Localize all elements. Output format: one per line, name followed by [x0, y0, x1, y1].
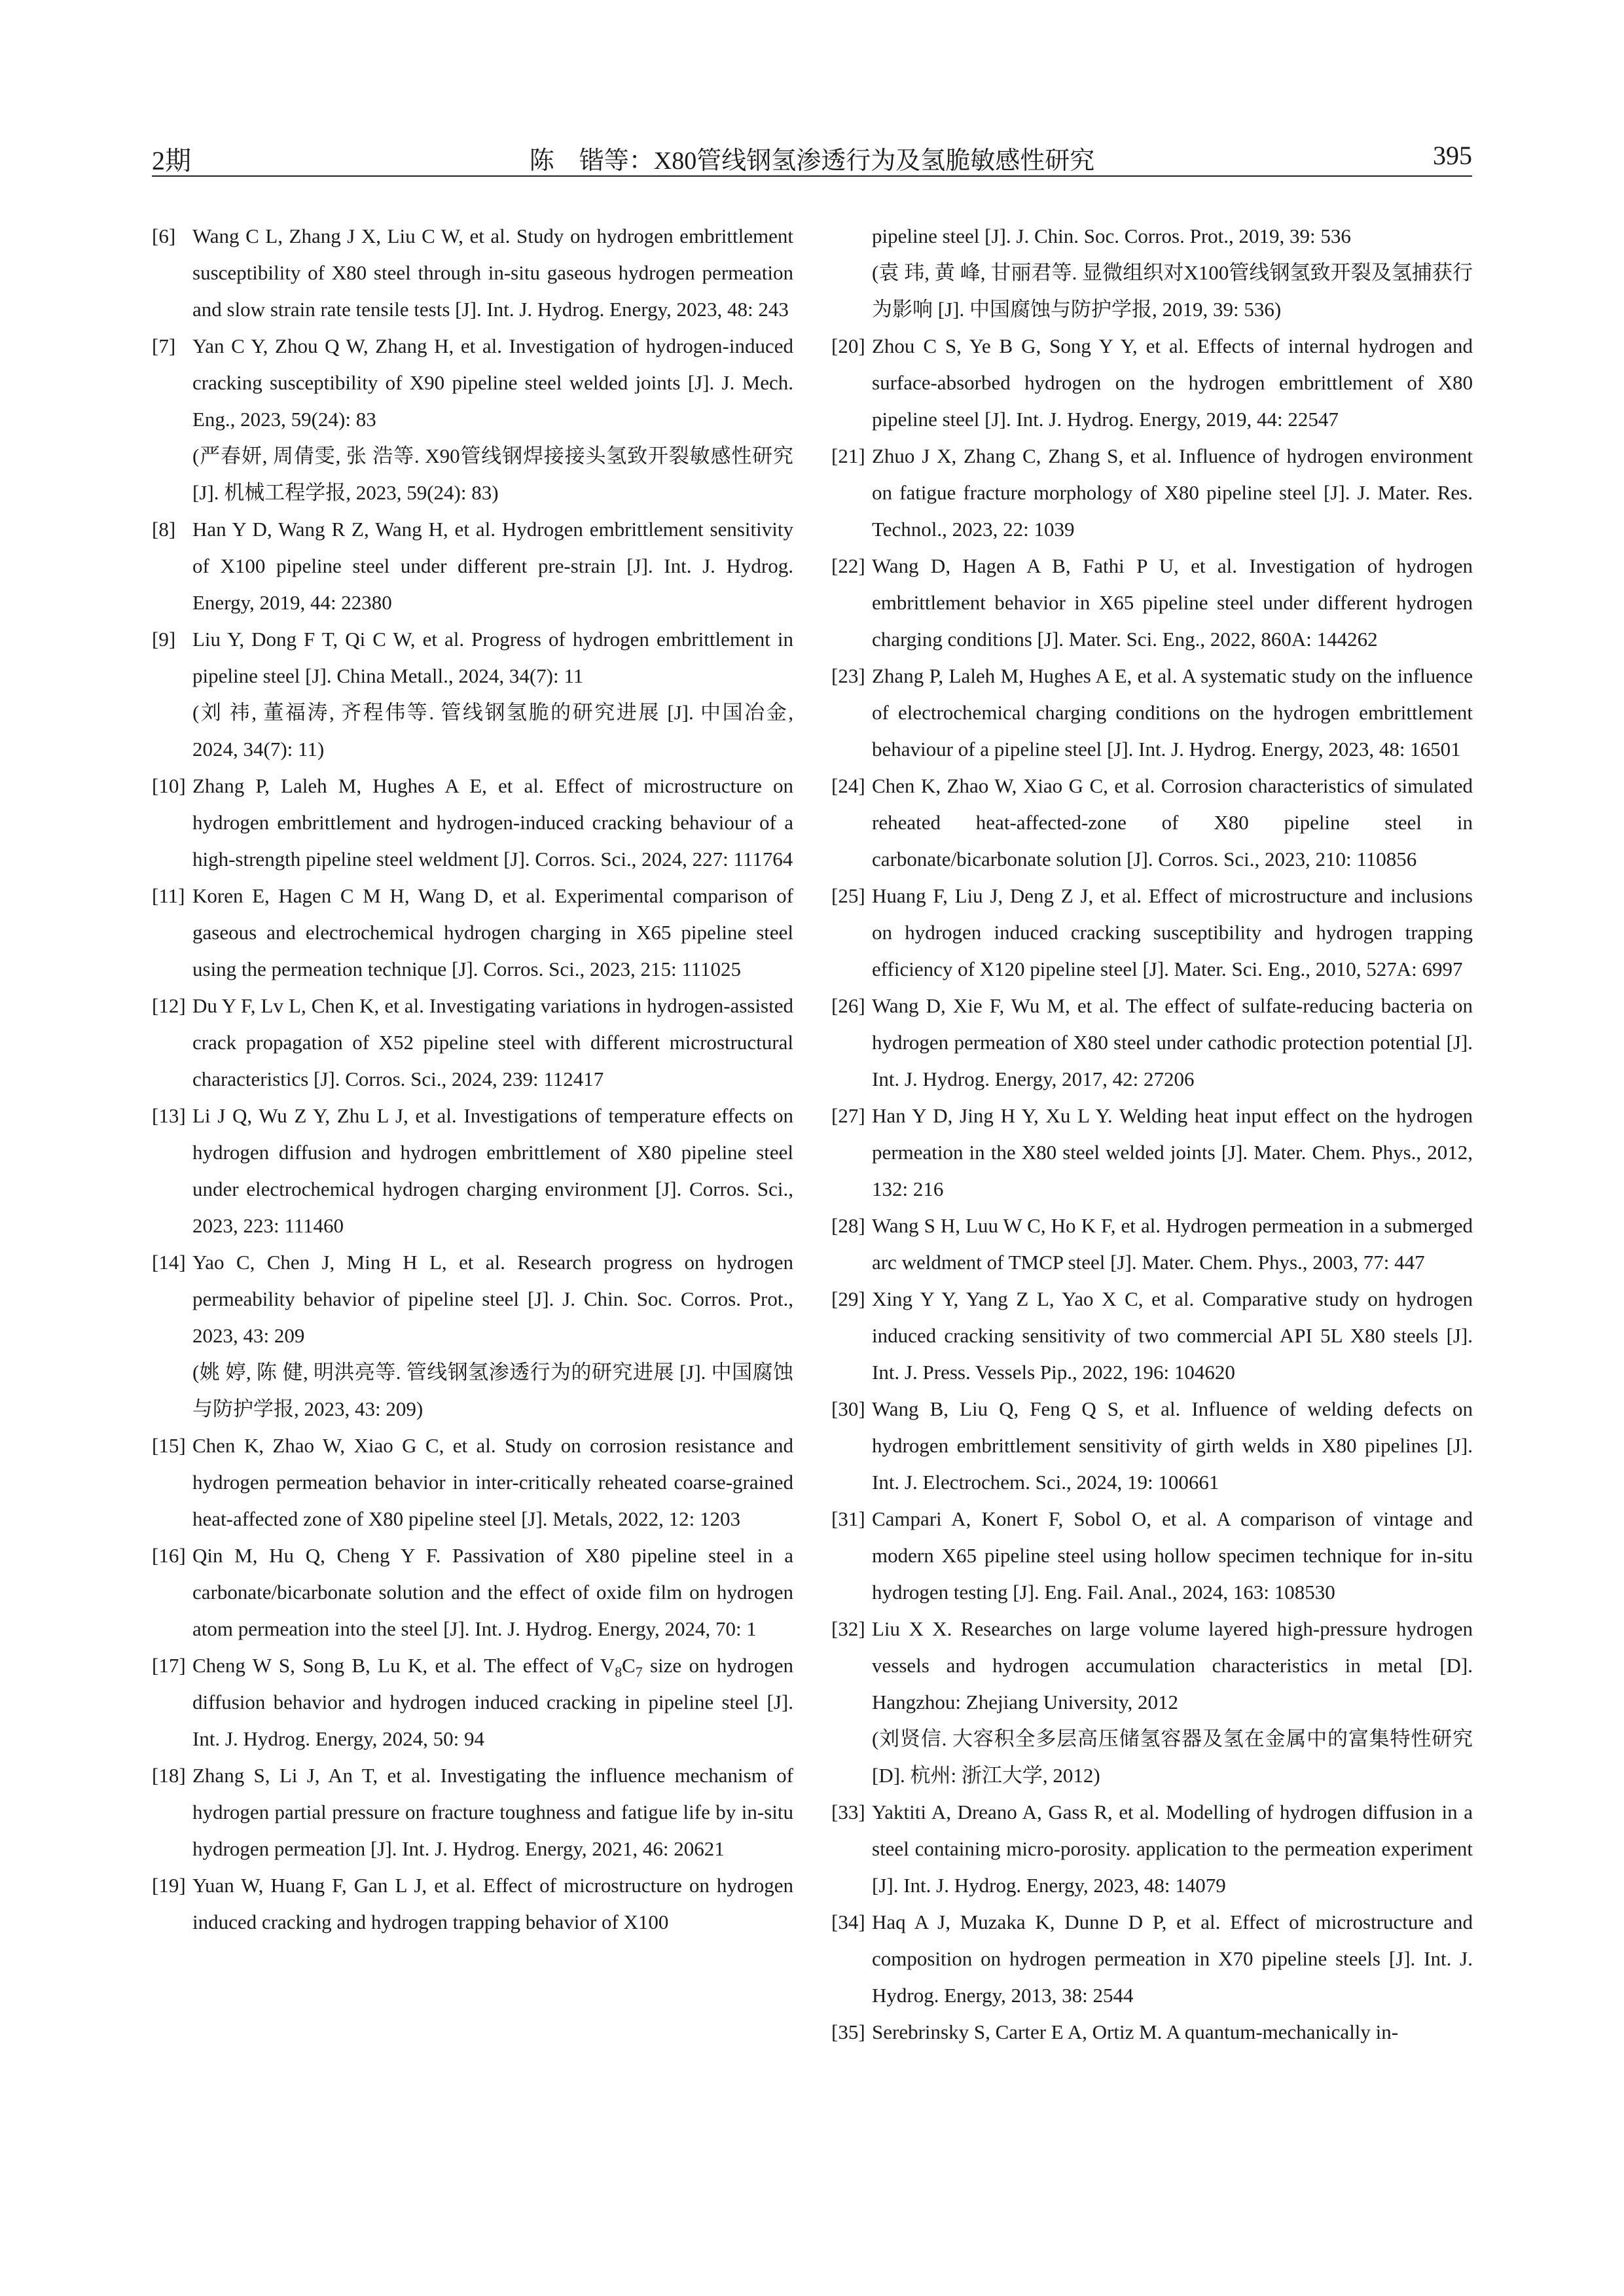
reference-item: [152, 1244, 793, 1427]
reference-item: [831, 1501, 1473, 1611]
reference-text-part: C: [622, 1654, 636, 1677]
reference-number: [32]: [831, 1617, 865, 1640]
reference-item: [152, 1098, 793, 1244]
reference-chinese-text: (姚 婷, 陈 健, 明洪亮等. 管线钢氢渗透行为的研究进展 [J]. 中国腐蚀与防护学报, 2023, 43: 209): [192, 1361, 793, 1420]
reference-number: [19]: [152, 1874, 186, 1897]
reference-number: [8]: [152, 518, 176, 541]
reference-chinese-text: (刘贤信. 大容积全多层高压储氢容器及氢在金属中的富集特性研究 [D]. 杭州: 浙江大学, 2012): [872, 1727, 1473, 1787]
reference-item: [152, 621, 793, 768]
reference-text: Haq A J, Muzaka K, Dunne D P, et al. Effect of microstructure and composition on hydrogen permeation in X70 pipeline steels [J]. Int. J. Hydrog. Energy, 2013, 38: 2544: [872, 1910, 1473, 2007]
reference-text: Han Y D, Jing H Y, Xu L Y. Welding heat input effect on the hydrogen permeation in the X80 steel welded joints [J]. Mater. Chem. Phys., 2012, 132: 216: [872, 1104, 1473, 1200]
reference-item: [152, 1757, 793, 1867]
reference-text: Han Y D, Wang R Z, Wang H, et al. Hydrogen embrittlement sensitivity of X100 pipeline steel under different pre-strain [J]. Int. J. Hydrog. Energy, 2019, 44: 22380: [192, 518, 793, 614]
reference-text: Liu Y, Dong F T, Qi C W, et al. Progress of hydrogen embrittlement in pipeline steel [J]. China Metall., 2024, 34(7): 11: [192, 628, 793, 687]
reference-number: [33]: [831, 1801, 865, 1823]
reference-text: Zhou C S, Ye B G, Song Y Y, et al. Effects of internal hydrogen and surface-absorbed hydrogen on the hydrogen embrittlement of X80 pipeline steel [J]. Int. J. Hydrog. Energy, 2019, 44: 22547: [872, 334, 1473, 431]
reference-text: Wang B, Liu Q, Feng Q S, et al. Influence of welding defects on hydrogen embrittlement sensitivity of girth welds in X80 pipelines [J]. Int. J. Electrochem. Sci., 2024, 19: 100661: [872, 1397, 1473, 1494]
reference-item: [831, 1904, 1473, 2014]
reference-text: Chen K, Zhao W, Xiao G C, et al. Corrosion characteristics of simulated reheated heat-affected-zone of X80 pipeline steel in carbonate/bicarbonate solution [J]. Corros. Sci., 2023, 210: 110856: [872, 774, 1473, 870]
reference-item: [831, 1098, 1473, 1208]
reference-number: [14]: [152, 1251, 186, 1274]
reference-text: Campari A, Konert F, Sobol O, et al. A comparison of vintage and modern X65 pipeline steel using hollow specimen technique for in-situ hydrogen testing [J]. Eng. Fail. Anal., 2024, 163: 108530: [872, 1507, 1473, 1604]
reference-item: [831, 438, 1473, 548]
references-left-column: [152, 218, 793, 1941]
reference-item: [831, 548, 1473, 658]
reference-text: Yuan W, Huang F, Gan L J, et al. Effect of microstructure on hydrogen induced cracking and hydrogen trapping behavior of X100: [192, 1874, 793, 1933]
reference-text: Zhang P, Laleh M, Hughes A E, et al. A systematic study on the influence of electrochemical charging conditions on the hydrogen embrittlement behaviour of a pipeline steel [J]. Int. J. Hydrog. Energy, 2023, 48: 16501: [872, 664, 1473, 761]
reference-item: [152, 988, 793, 1098]
reference-item: [152, 878, 793, 988]
reference-number: [28]: [831, 1214, 865, 1237]
reference-text: Xing Y Y, Yang Z L, Yao X C, et al. Comparative study on hydrogen induced cracking sensitivity of two commercial API 5L X80 steels [J]. Int. J. Press. Vessels Pip., 2022, 196: 104620: [872, 1287, 1473, 1384]
page-number: 395: [1433, 141, 1472, 170]
reference-text: Koren E, Hagen C M H, Wang D, et al. Experimental comparison of gaseous and electrochemical hydrogen charging in X65 pipeline steel using the permeation technique [J]. Corros. Sci., 2023, 215: 111025: [192, 884, 793, 980]
reference-number: [10]: [152, 774, 186, 797]
reference-text: Qin M, Hu Q, Cheng Y F. Passivation of X80 pipeline steel in a carbonate/bicarbonate solution and the effect of oxide film on hydrogen atom permeation into the steel [J]. Int. J. Hydrog. Energy, 2024, 70: 1: [192, 1544, 793, 1640]
reference-chinese-text: (严春妍, 周倩雯, 张 浩等. X90管线钢焊接接头氢致开裂敏感性研究 [J]. 机械工程学报, 2023, 59(24): 83): [192, 444, 793, 504]
reference-item: [831, 1208, 1473, 1281]
reference-text: Wang D, Hagen A B, Fathi P U, et al. Investigation of hydrogen embrittlement behavior in X65 pipeline steel under different hydrogen charging conditions [J]. Mater. Sci. Eng., 2022, 860A: 144262: [872, 554, 1473, 651]
reference-number: [34]: [831, 1910, 865, 1933]
reference-item: [831, 878, 1473, 988]
reference-text: Wang D, Xie F, Wu M, et al. The effect of sulfate-reducing bacteria on hydrogen permeation of X80 steel under cathodic protection potential [J]. Int. J. Hydrog. Energy, 2017, 42: 27206: [872, 994, 1473, 1090]
reference-text: Zhuo J X, Zhang C, Zhang S, et al. Influence of hydrogen environment on fatigue fracture morphology of X80 pipeline steel [J]. J. Mater. Res. Technol., 2023, 22: 1039: [872, 444, 1473, 541]
reference-item: [831, 1281, 1473, 1391]
reference-text: Yao C, Chen J, Ming H L, et al. Research progress on hydrogen permeability behavior of pipeline steel [J]. J. Chin. Soc. Corros. Prot., 2023, 43: 209: [192, 1251, 793, 1347]
reference-item: [831, 1794, 1473, 1904]
running-title: 陈 锴等：X80管线钢氢渗透行为及氢脆敏感性研究: [529, 147, 1095, 175]
subscript: 7: [635, 1664, 643, 1681]
reference-item: [152, 218, 793, 328]
reference-text: [192, 1647, 793, 1757]
reference-continuation: [831, 218, 1473, 328]
reference-number: [24]: [831, 774, 865, 797]
reference-item: [831, 1391, 1473, 1501]
reference-item: [152, 1867, 793, 1941]
reference-text: Liu X X. Researches on large volume layered high-pressure hydrogen vessels and hydrogen accumulation characteristics in metal [D]. Hangzhou: Zhejiang University, 2012: [872, 1617, 1473, 1713]
reference-number: [16]: [152, 1544, 186, 1567]
reference-item: [152, 1647, 793, 1757]
reference-text-part: Cheng W S, Song B, Lu K, et al. The effect of V: [192, 1654, 615, 1677]
reference-number: [25]: [831, 884, 865, 907]
reference-number: [18]: [152, 1764, 186, 1787]
reference-item: [831, 2014, 1473, 2051]
reference-item: [831, 658, 1473, 768]
reference-item: [831, 328, 1473, 438]
reference-item: [152, 1427, 793, 1537]
reference-item: [152, 768, 793, 878]
subscript: 8: [615, 1664, 623, 1681]
running-header: [152, 136, 1472, 177]
reference-item: [152, 1537, 793, 1647]
reference-number: [30]: [831, 1397, 865, 1420]
reference-number: [9]: [152, 628, 176, 651]
reference-text: Chen K, Zhao W, Xiao G C, et al. Study on corrosion resistance and hydrogen permeation behavior in inter-critically reheated coarse-grained heat-affected zone of X80 pipeline steel [J]. Metals, 2022, 12: 1203: [192, 1434, 793, 1530]
reference-number: [27]: [831, 1104, 865, 1127]
reference-item: [831, 988, 1473, 1098]
reference-number: [15]: [152, 1434, 186, 1457]
reference-number: [11]: [152, 884, 185, 907]
references-right-column: [831, 218, 1473, 2051]
reference-number: [29]: [831, 1287, 865, 1310]
reference-number: [17]: [152, 1654, 186, 1677]
reference-item: [152, 511, 793, 621]
reference-number: [35]: [831, 2020, 865, 2043]
reference-number: [12]: [152, 994, 186, 1017]
reference-text: Yaktiti A, Dreano A, Gass R, et al. Modelling of hydrogen diffusion in a steel containing micro-porosity. application to the permeation experiment [J]. Int. J. Hydrog. Energy, 2023, 48: 14079: [872, 1801, 1473, 1897]
reference-text: Du Y F, Lv L, Chen K, et al. Investigating variations in hydrogen-assisted crack propagation of X52 pipeline steel with different microstructural characteristics [J]. Corros. Sci., 2024, 239: 112417: [192, 994, 793, 1090]
reference-text: Wang S H, Luu W C, Ho K F, et al. Hydrogen permeation in a submerged arc weldment of TMCP steel [J]. Mater. Chem. Phys., 2003, 77: 447: [872, 1214, 1473, 1274]
reference-number: [7]: [152, 334, 176, 357]
reference-text: Yan C Y, Zhou Q W, Zhang H, et al. Investigation of hydrogen-induced cracking susceptibility of X90 pipeline steel welded joints [J]. J. Mech. Eng., 2023, 59(24): 83: [192, 334, 793, 431]
reference-text: Zhang S, Li J, An T, et al. Investigating the influence mechanism of hydrogen partial pressure on fracture toughness and fatigue life by in-situ hydrogen permeation [J]. Int. J. Hydrog. Energy, 2021, 46: 20621: [192, 1764, 793, 1860]
reference-number: [31]: [831, 1507, 865, 1530]
reference-item: [152, 328, 793, 511]
reference-chinese-text: (袁 玮, 黄 峰, 甘丽君等. 显微组织对X100管线钢氢致开裂及氢捕获行为影响 [J]. 中国腐蚀与防护学报, 2019, 39: 536): [872, 261, 1473, 321]
reference-text-part: size on hydrogen diffusion behavior and hydrogen induced cracking in pipeline steel [J]. Int. J. Hydrog. Energy, 2024, 50: 94: [192, 1654, 793, 1750]
reference-text: pipeline steel [J]. J. Chin. Soc. Corros. Prot., 2019, 39: 536: [872, 224, 1351, 247]
reference-number: [6]: [152, 224, 176, 247]
reference-item: [831, 768, 1473, 878]
reference-number: [22]: [831, 554, 865, 577]
reference-chinese-text: (刘 祎, 董福涛, 齐程伟等. 管线钢氢脆的研究进展 [J]. 中国冶金, 2024, 34(7): 11): [192, 701, 793, 761]
reference-text: Wang C L, Zhang J X, Liu C W, et al. Study on hydrogen embrittlement susceptibility of X80 steel through in-situ gaseous hydrogen permeation and slow strain rate tensile tests [J]. Int. J. Hydrog. Energy, 2023, 48: 243: [192, 224, 793, 321]
reference-number: [13]: [152, 1104, 186, 1127]
reference-number: [26]: [831, 994, 865, 1017]
reference-item: [831, 1611, 1473, 1794]
reference-number: [23]: [831, 664, 865, 687]
reference-text: Serebrinsky S, Carter E A, Ortiz M. A quantum-mechanically in-: [872, 2020, 1399, 2043]
reference-number: [20]: [831, 334, 865, 357]
issue-number: 2期: [152, 146, 191, 175]
reference-text: Huang F, Liu J, Deng Z J, et al. Effect of microstructure and inclusions on hydrogen induced cracking susceptibility and hydrogen trapping efficiency of X120 pipeline steel [J]. Mater. Sci. Eng., 2010, 527A: 6997: [872, 884, 1473, 980]
reference-text: Li J Q, Wu Z Y, Zhu L J, et al. Investigations of temperature effects on hydrogen diffusion and hydrogen embrittlement of X80 pipeline steel under electrochemical hydrogen charging environment [J]. Corros. Sci., 2023, 223: 111460: [192, 1104, 793, 1237]
reference-number: [21]: [831, 444, 865, 467]
reference-text: Zhang P, Laleh M, Hughes A E, et al. Effect of microstructure on hydrogen embrittlement and hydrogen-induced cracking behaviour of a high-strength pipeline steel weldment [J]. Corros. Sci., 2024, 227: 111764: [192, 774, 793, 870]
